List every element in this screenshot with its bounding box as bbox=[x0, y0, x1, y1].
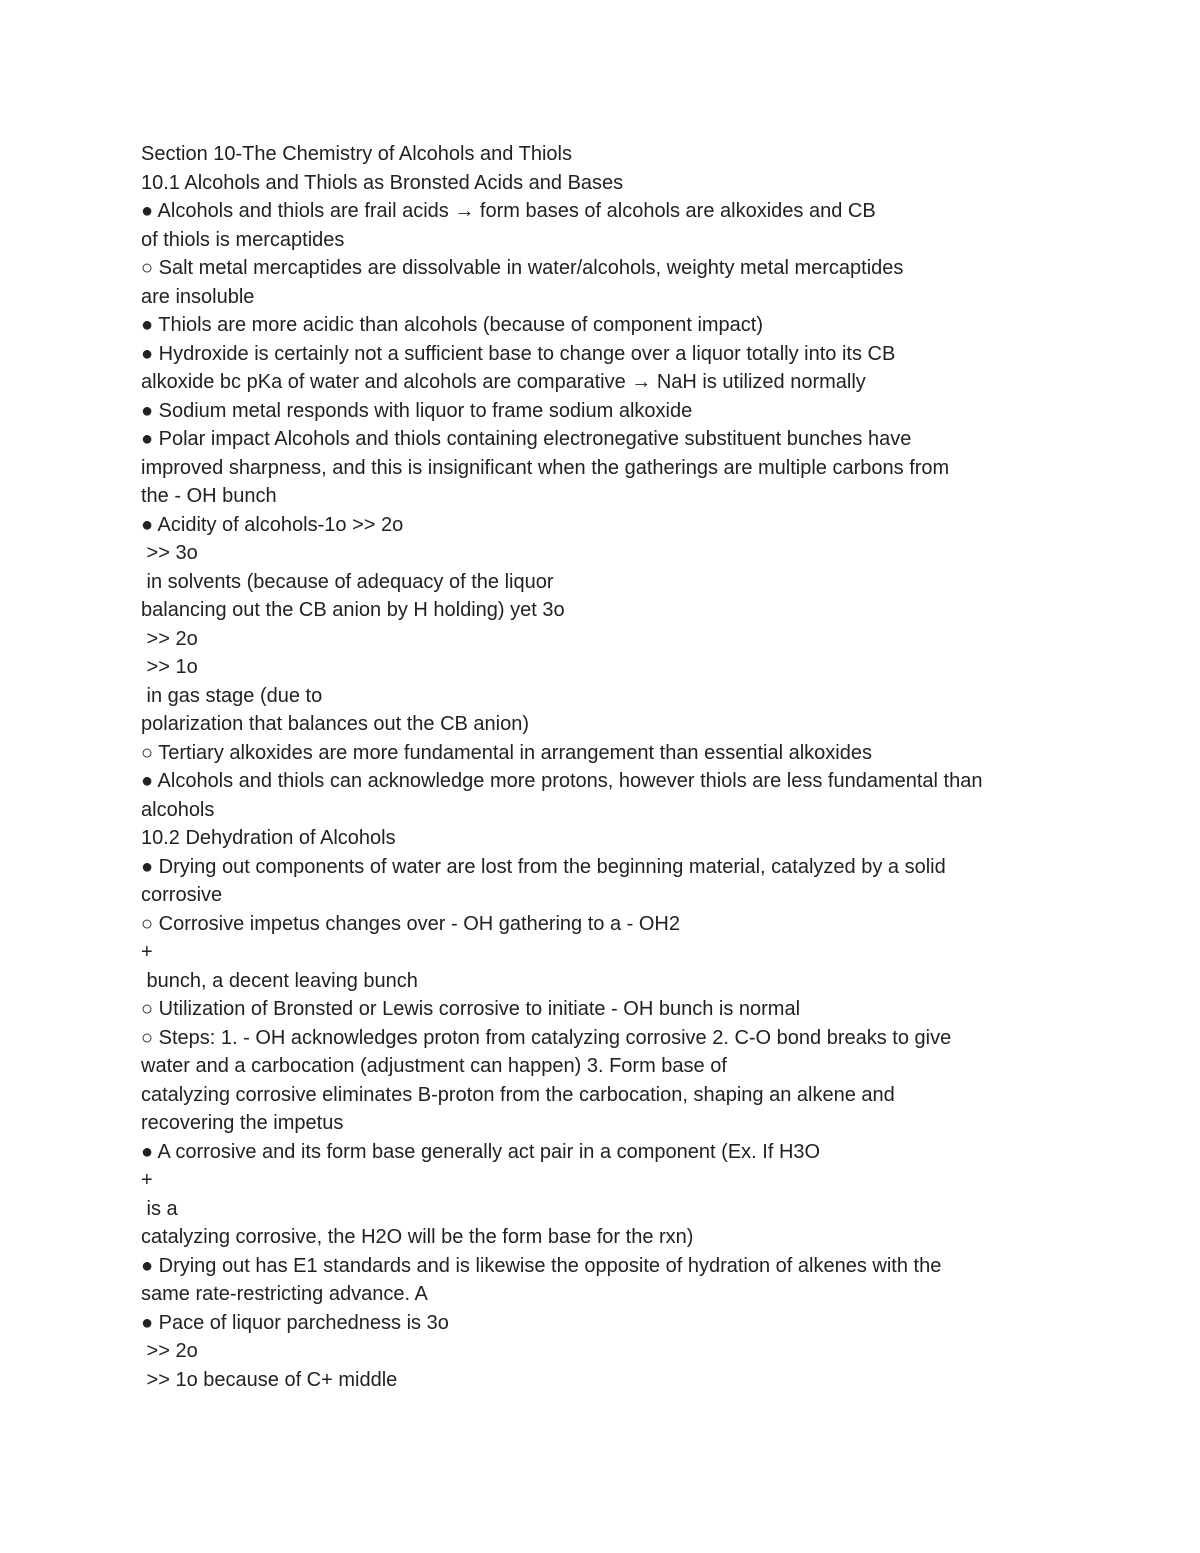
text-line: catalyzing corrosive eliminates B-proton from the carbocation, shaping an alkene and bbox=[141, 1083, 895, 1106]
text-line: ● Pace of liquor parchedness is 3o bbox=[141, 1311, 449, 1334]
text-line: bunch, a decent leaving bunch bbox=[141, 969, 418, 992]
text-line: ● Thiols are more acidic than alcohols (because of component impact) bbox=[141, 314, 764, 336]
text-line: balancing out the CB anion by H holding) yet 3o bbox=[141, 599, 565, 621]
text-line: >> 1o bbox=[141, 656, 198, 678]
text-line: water and a carbocation (adjustment can happen) 3. Form base of bbox=[141, 1055, 727, 1077]
text-line: + bbox=[141, 1169, 153, 1191]
text-line: ● Hydroxide is certainly not a sufficient base to change over a liquor totally into its CB bbox=[141, 342, 896, 365]
text-line: ○ Salt metal mercaptides are dissolvable in water/alcohols, weighty metal mercaptides bbox=[141, 257, 904, 279]
text-line: >> 2o bbox=[141, 1340, 198, 1362]
text-line: >> 3o bbox=[141, 542, 198, 564]
text-line: are insoluble bbox=[141, 285, 255, 308]
text-line: ○ Corrosive impetus changes over - OH gathering to a - OH2 bbox=[141, 912, 680, 935]
text-line: ○ Tertiary alkoxides are more fundamental in arrangement than essential alkoxides bbox=[141, 741, 872, 764]
text-line: alkoxide bc pKa of water and alcohols are comparative → NaH is utilized normally bbox=[141, 371, 866, 393]
text-line: alcohols bbox=[141, 798, 215, 821]
text-line: same rate-restricting advance. A bbox=[141, 1283, 428, 1305]
text-line: ● Acidity of alcohols-1o >> 2o bbox=[141, 513, 404, 536]
text-line: recovering the impetus bbox=[141, 1112, 344, 1134]
text-line: ● Sodium metal responds with liquor to frame sodium alkoxide bbox=[141, 399, 693, 422]
text-line: in solvents (because of adequacy of the liquor bbox=[141, 570, 554, 593]
text-line: ● Alcohols and thiols can acknowledge more protons, however thiols are less fundamental than bbox=[141, 770, 983, 792]
text-line: ● Drying out components of water are lost from the beginning material, catalyzed by a solid bbox=[141, 855, 946, 878]
text-line: polarization that balances out the CB anion) bbox=[141, 713, 530, 735]
text-line: corrosive bbox=[141, 884, 223, 906]
subsection-heading: 10.1 Alcohols and Thiols as Bronsted Acids and Bases bbox=[141, 171, 624, 194]
text-line: >> 2o bbox=[141, 627, 198, 650]
subsection-heading: 10.2 Dehydration of Alcohols bbox=[141, 827, 396, 849]
document-body bbox=[141, 140, 1141, 1394]
text-line: the - OH bunch bbox=[141, 485, 277, 507]
text-line: ● Drying out has E1 standards and is likewise the opposite of hydration of alkenes with the bbox=[141, 1254, 942, 1277]
text-line: is a bbox=[141, 1197, 178, 1220]
text-line: improved sharpness, and this is insignificant when the gatherings are multiple carbons from bbox=[141, 456, 950, 479]
text-line: + bbox=[141, 941, 153, 963]
text-line: of thiols is mercaptides bbox=[141, 228, 345, 251]
text-line: in gas stage (due to bbox=[141, 684, 323, 707]
text-line: ○ Utilization of Bronsted or Lewis corrosive to initiate - OH bunch is normal bbox=[141, 998, 801, 1020]
text-line: ○ Steps: 1. - OH acknowledges proton from catalyzing corrosive 2. C-O bond breaks to give bbox=[141, 1026, 952, 1049]
text-line: >> 1o because of C+ middle bbox=[141, 1368, 398, 1391]
text-line: ● A corrosive and its form base generally act pair in a component (Ex. If H3O bbox=[141, 1140, 821, 1163]
text-line: catalyzing corrosive, the H2O will be the form base for the rxn) bbox=[141, 1226, 694, 1248]
text-line: ● Alcohols and thiols are frail acids → form bases of alcohols are alkoxides and CB bbox=[141, 200, 876, 222]
section-title: Section 10-The Chemistry of Alcohols and Thiols bbox=[141, 143, 572, 165]
text-line: ● Polar impact Alcohols and thiols containing electronegative substituent bunches have bbox=[141, 428, 912, 450]
